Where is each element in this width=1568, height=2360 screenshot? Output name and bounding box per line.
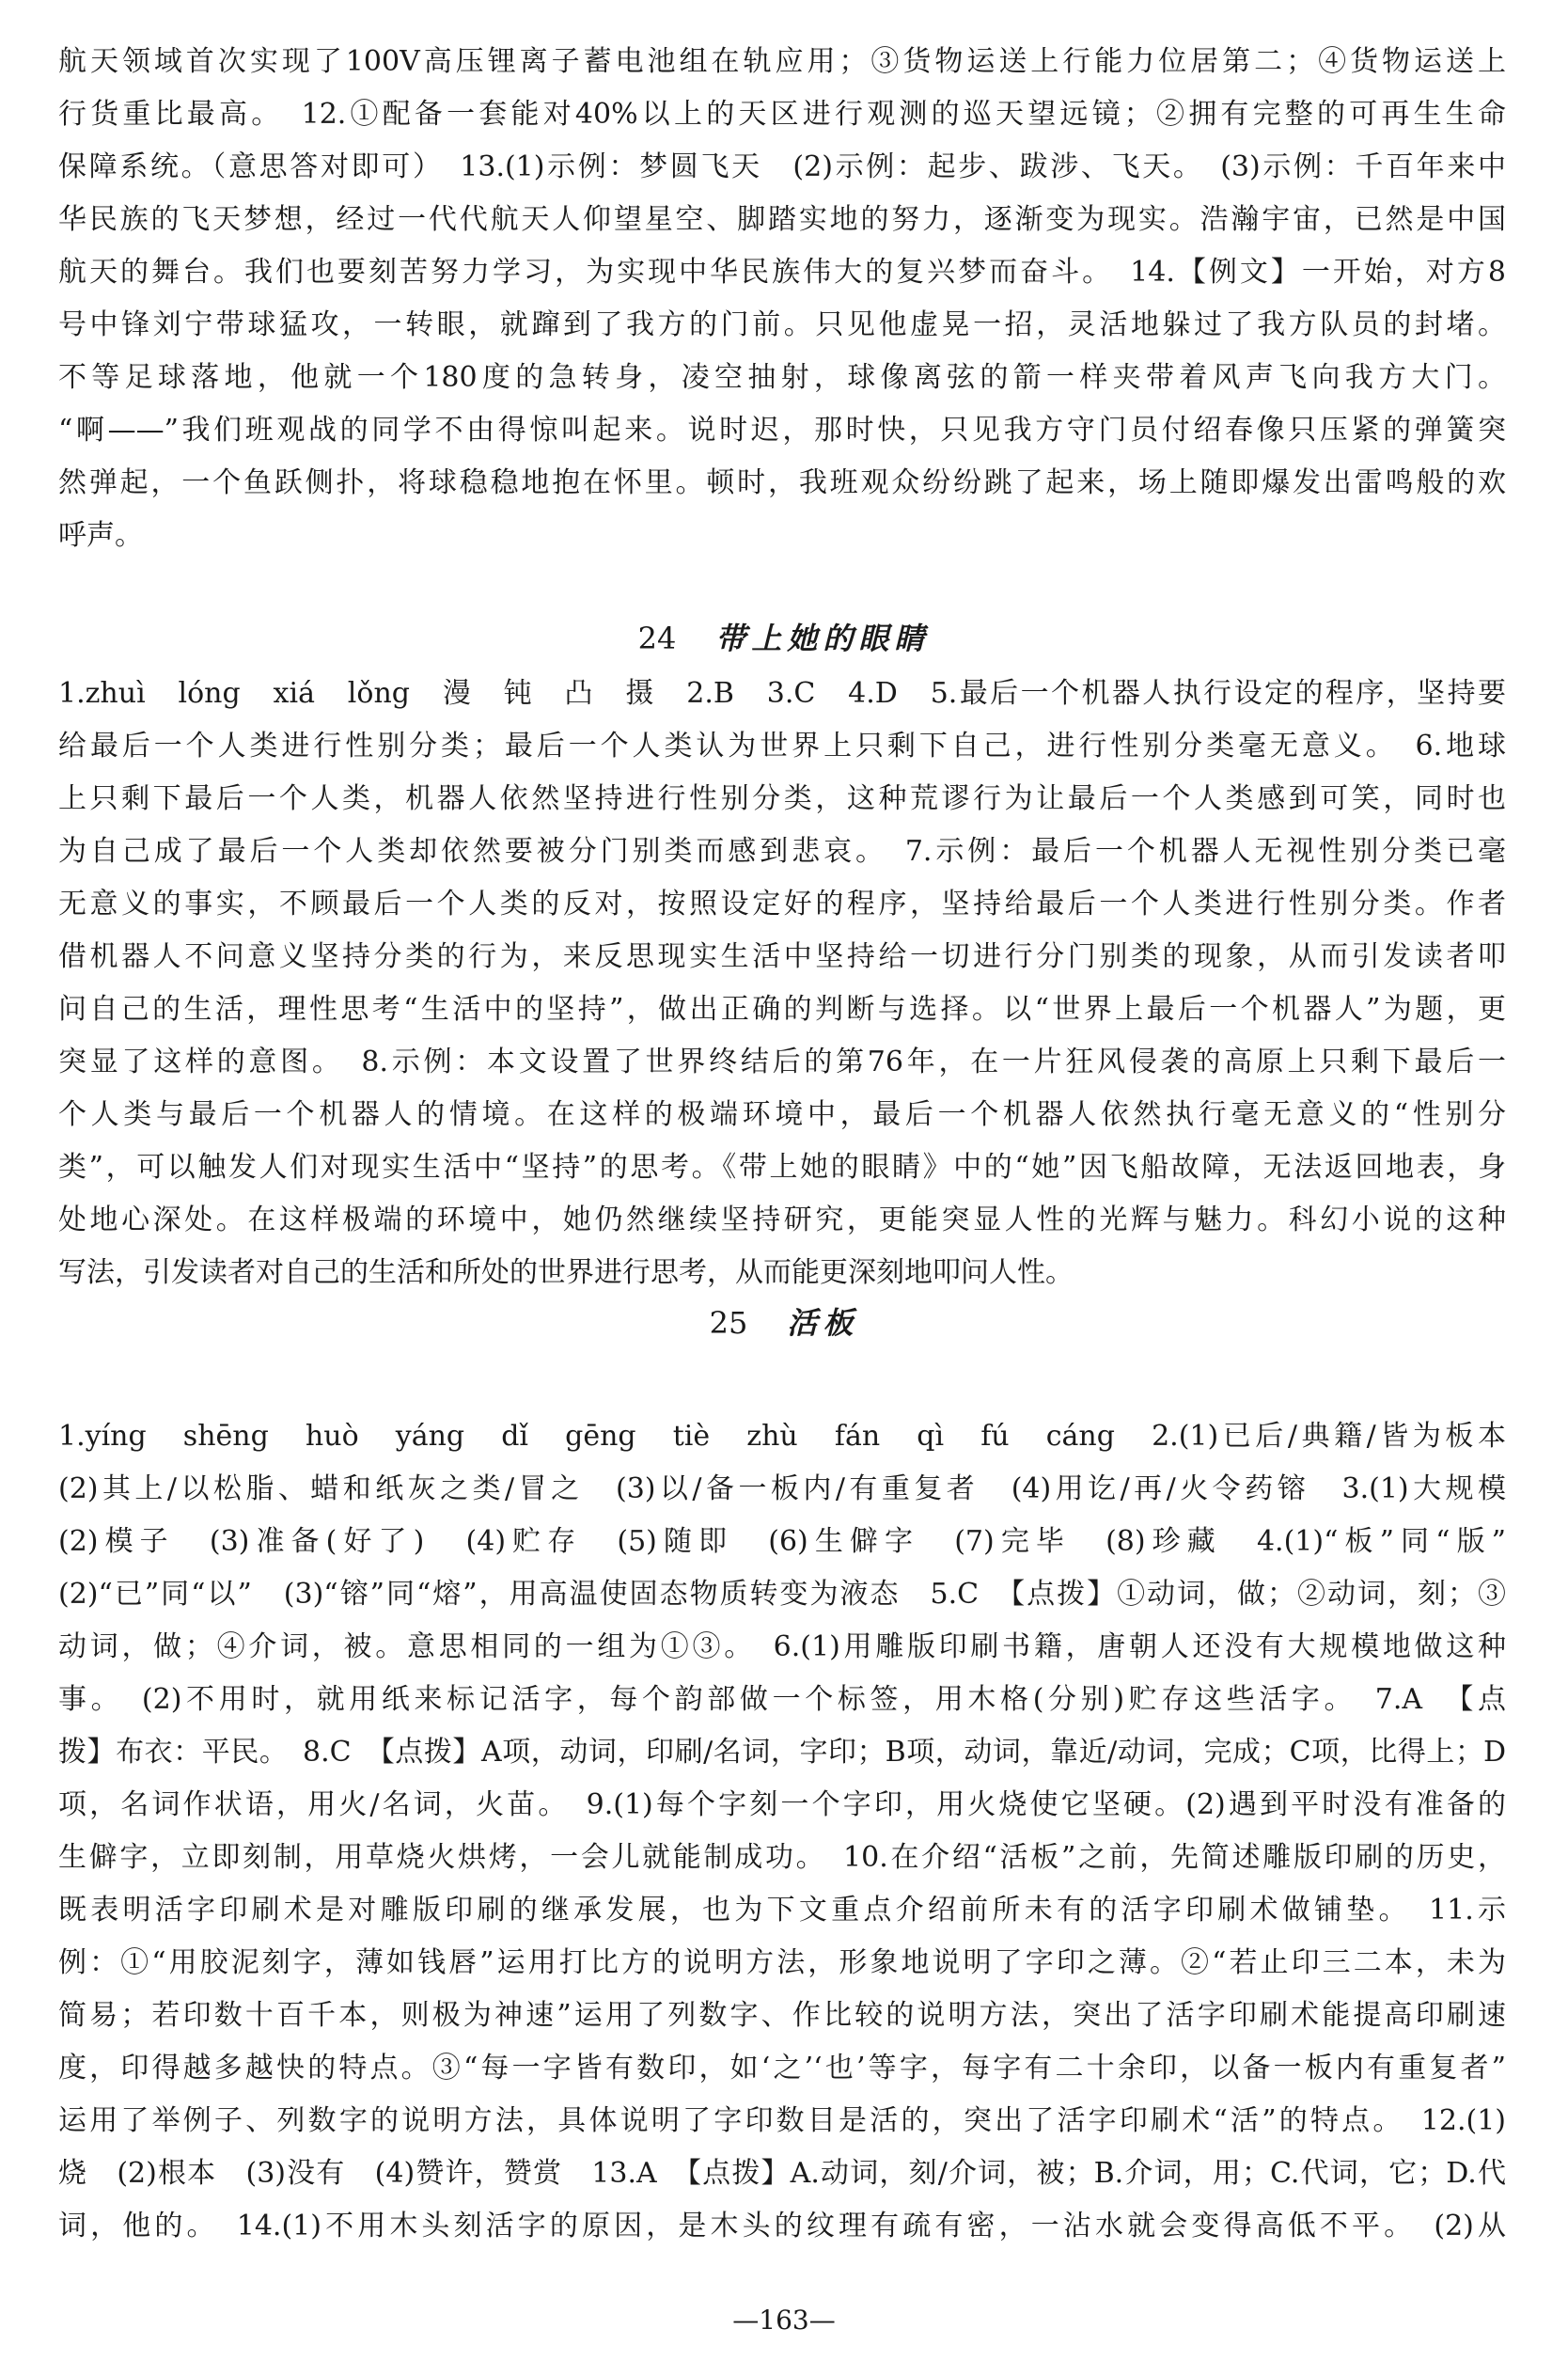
text-line: 然弹起，一个鱼跃侧扑，将球稳稳地抱在怀里。顿时，我班观众纷纷跳了起来，场上随即爆发出雷鸣般的欢 bbox=[58, 466, 1506, 499]
lesson-title: 活板 bbox=[787, 1305, 859, 1341]
text-line: 1.zhuì lóng xiá lǒng 漫 钝 凸 摄 2.B 3.C 4.D 5.最后一个机器人执行设定的程序，坚持要 bbox=[58, 677, 1506, 710]
text-line: 项，名词作状语，用火/名词，火苗。 9.(1)每个字刻一个字印，用火烧使它坚硬。(2)遇到平时没有准备的 bbox=[58, 1788, 1506, 1821]
text-line: 问自己的生活，理性思考“生活中的坚持”，做出正确的判断与选择。以“世界上最后一个机器人”为题，更 bbox=[58, 993, 1506, 1026]
text-line: (2)模子 (3)准备(好了) (4)贮存 (5)随即 (6)生僻字 (7)完毕 (8)珍藏 4.(1)“板”同“版” bbox=[58, 1525, 1506, 1558]
text-line: 航天的舞台。我们也要刻苦努力学习，为实现中华民族伟大的复兴梦而奋斗。 14.【例文】一开始，对方8 bbox=[58, 256, 1506, 289]
text-line: 不等足球落地，他就一个180度的急转身，凌空抽射，球像离弦的箭一样夹带着风声飞向我方大门。 bbox=[58, 361, 1506, 394]
text-line: (2)“已”同“以” (3)“镕”同“熔”，用高温使固态物质转变为液态 5.C 【点拨】①动词，做；②动词，刻；③ bbox=[58, 1578, 1506, 1611]
text-line: 写法，引发读者对自己的生活和所处的世界进行思考，从而能更深刻地叩问人性。 bbox=[58, 1256, 1074, 1289]
page-number: —163— bbox=[732, 2305, 836, 2336]
text-line: 既表明活字印刷术是对雕版印刷的继承发展，也为下文重点介绍前所未有的活字印刷术做铺垫。 11.示 bbox=[58, 1894, 1506, 1927]
text-line: 生僻字，立即刻制，用草烧火烘烤，一会儿就能制成功。 10.在介绍“活板”之前，先简述雕版印刷的历史， bbox=[58, 1841, 1506, 1874]
text-line: 处地心深处。在这样极端的环境中，她仍然继续坚持研究，更能突显人性的光辉与魅力。科幻小说的这种 bbox=[58, 1204, 1506, 1236]
text-line: 拨】布衣：平民。 8.C 【点拨】A项，动词，印刷/名词，字印；B项，动词，靠近/动词，完成；C项，比得上；D bbox=[58, 1736, 1506, 1769]
lesson-heading bbox=[0, 1301, 1568, 1345]
text-line: 保障系统。（意思答对即可） 13.(1)示例：梦圆飞天 (2)示例：起步、跋涉、飞天。 (3)示例：千百年来中 bbox=[58, 150, 1506, 183]
text-line: 上只剩下最后一个人类，机器人依然坚持进行性别分类，这种荒谬行为让最后一个人类感到可笑，同时也 bbox=[58, 782, 1506, 815]
text-line: 度，印得越多越快的特点。③“每一字皆有数印，如‘之’‘也’等字，每字有二十余印，以备一板内有重复者” bbox=[58, 2052, 1506, 2085]
lesson-number: 25 bbox=[709, 1305, 748, 1341]
text-line: 突显了这样的意图。 8.示例：本文设置了世界终结后的第76年，在一片狂风侵袭的高原上只剩下最后一 bbox=[58, 1046, 1506, 1078]
text-line: 词，他的。 14.(1)不用木头刻活字的原因，是木头的纹理有疏有密，一沾水就会变得高低不平。 (2)从 bbox=[58, 2210, 1506, 2242]
text-line: 号中锋刘宁带球猛攻，一转眼，就蹿到了我方的门前。只见他虚晃一招，灵活地躲过了我方队员的封堵。 bbox=[58, 308, 1506, 341]
text-line: 类”，可以触发人们对现实生活中“坚持”的思考。《带上她的眼睛》中的“她”因飞船故障，无法返回地表，身 bbox=[58, 1151, 1506, 1184]
text-line: 例：①“用胶泥刻字，薄如钱唇”运用打比方的说明方法，形象地说明了字印之薄。②“若止印三二本，未为 bbox=[58, 1946, 1506, 1979]
text-line: (2)其上/以松脂、蜡和纸灰之类/冒之 (3)以/备一板内/有重复者 (4)用讫/再/火令药镕 3.(1)大规模 bbox=[58, 1472, 1506, 1505]
text-line: 为自己成了最后一个人类却依然要被分门别类而感到悲哀。 7.示例：最后一个机器人无视性别分类已毫 bbox=[58, 835, 1506, 868]
lesson-heading bbox=[0, 617, 1568, 660]
lesson-number: 24 bbox=[637, 621, 677, 656]
text-line: 1.yíng shēng huò yáng dǐ gēng tiè zhù fán qì fú cáng 2.(1)已后/典籍/皆为板本 bbox=[58, 1420, 1506, 1453]
text-line: 行货重比最高。 12.①配备一套能对40%以上的天区进行观测的巡天望远镜；②拥有完整的可再生生命 bbox=[58, 98, 1506, 131]
lesson-title: 带上她的眼睛 bbox=[715, 621, 931, 656]
text-line: “啊——”我们班观战的同学不由得惊叫起来。说时迟，那时快，只见我方守门员付绍春像只压紧的弹簧突 bbox=[58, 414, 1506, 447]
text-line: 烧 (2)根本 (3)没有 (4)赞许，赞赏 13.A 【点拨】A.动词，刻/介词，被；B.介词，用；C.代词，它；D.代 bbox=[58, 2157, 1506, 2190]
text-line: 无意义的事实，不顾最后一个人类的反对，按照设定好的程序，坚持给最后一个人类进行性别分类。作者 bbox=[58, 888, 1506, 920]
text-line: 航天领域首次实现了100V高压锂离子蓄电池组在轨应用；③货物运送上行能力位居第二；④货物运送上 bbox=[58, 45, 1506, 78]
text-line: 动词，做；④介词，被。意思相同的一组为①③。 6.(1)用雕版印刷书籍，唐朝人还没有大规模地做这种 bbox=[58, 1630, 1506, 1663]
text-line: 呼声。 bbox=[58, 519, 143, 552]
text-line: 运用了举例子、列数字的说明方法，具体说明了字印数目是活的，突出了活字印刷术“活”的特点。 12.(1) bbox=[58, 2104, 1506, 2137]
text-line: 个人类与最后一个机器人的情境。在这样的极端环境中，最后一个机器人依然执行毫无意义的“性别分 bbox=[58, 1098, 1506, 1131]
text-line: 简易；若印数十百千本，则极为神速”运用了列数字、作比较的说明方法，突出了活字印刷术能提高印刷速 bbox=[58, 1999, 1506, 2032]
text-line: 给最后一个人类进行性别分类；最后一个人类认为世界上只剩下自己，进行性别分类毫无意义。 6.地球 bbox=[58, 730, 1506, 763]
text-line: 事。 (2)不用时，就用纸来标记活字，每个韵部做一个标签，用木格(分别)贮存这些活字。 7.A 【点 bbox=[58, 1683, 1506, 1716]
text-line: 华民族的飞天梦想，经过一代代航天人仰望星空、脚踏实地的努力，逐渐变为现实。浩瀚宇宙，已然是中国 bbox=[58, 203, 1506, 236]
text-line: 借机器人不问意义坚持分类的行为，来反思现实生活中坚持给一切进行分门别类的现象，从而引发读者叩 bbox=[58, 940, 1506, 973]
